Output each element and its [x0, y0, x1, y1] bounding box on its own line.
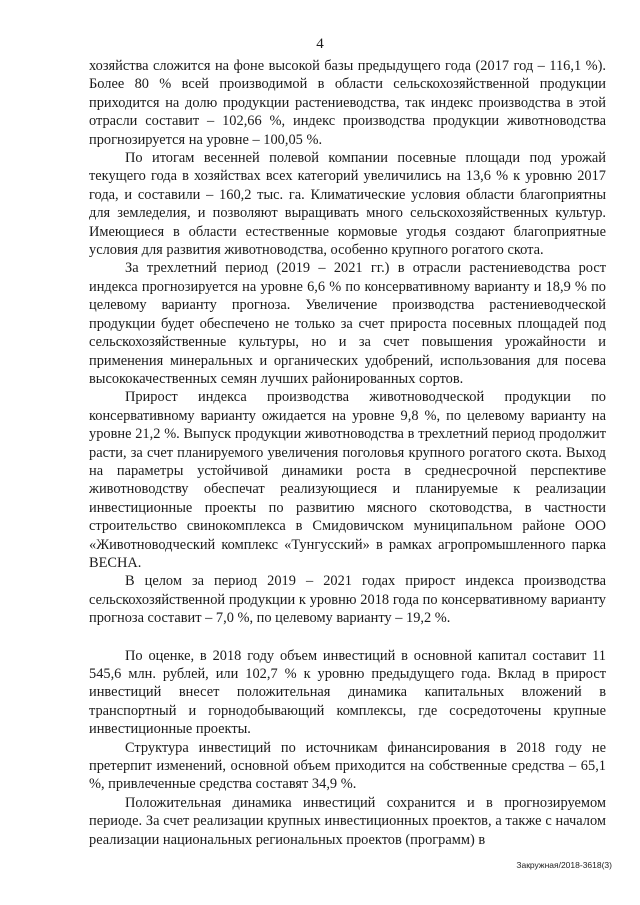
page-number: 4	[316, 36, 324, 52]
paragraph-livestock-forecast: Прирост индекса производства животноводческой продукции по консервативному варианту ожидается на уровне 9,8 %, по целевому варианту на уровне 21,2 %. Выпуск продукции животноводства в трехлетний период продолжит расти, за счет планируемого увеличения поголовья крупного рогатого скота. Выход на параметры устойчивой динамики роста в среднесрочной перспективе животноводству обеспечат реализующиеся и планируемые к реализации инвестиционные проекты по развитию мясного скотоводства, в частности строительство свинокомплекса в Смидовичском муниципальном районе ООО «Животноводческий комплекс «Тунгусский» в рамках агропромышленного парка ВЕСНА.	[89, 389, 606, 571]
paragraph-investment-estimate: По оценке, в 2018 году объем инвестиций в основной капитал составит 11 545,6 млн. рублей, или 102,7 % к уровню предыдущего года. Вклад в прирост инвестиций внесет положительная динамика капитальных вложений в транспортный и горнодобывающий комплексы, где сосредоточены крупные инвестиционные проекты.	[89, 647, 606, 738]
paragraph-investment-dynamics: Положительная динамика инвестиций сохранится и в прогнозируемом периоде. За счет реализации крупных инвестиционных проектов, а также с началом реализации национальных региональных проектов (программ) в	[89, 794, 606, 848]
paragraph-crop-forecast: За трехлетний период (2019 – 2021 гг.) в отрасли растениеводства рост индекса прогнозируется на уровне 6,6 % по консервативному варианту и 18,9 % по целевому варианту прогноза. Увеличение производства растениеводческой продукции будет обеспечено не только за счет прироста посевных площадей под сельскохозяйственные культуры, но и за счет повышения урожайности и применения минеральных и органических удобрений, использования для посева высококачественных семян лучших районированных сортов.	[89, 260, 606, 387]
paragraph-investment-structure: Структура инвестиций по источникам финансирования в 2018 году не претерпит изменений, основной объем приходится на собственные средства – 65,1 %, привлеченные средства составят 34,9 %.	[89, 739, 606, 793]
paragraph-agriculture-continuation: хозяйства сложится на фоне высокой базы предыдущего года (2017 год – 116,1 %). Более 80 % всей производимой в области сельскохозяйственной продукции приходится на долю продукции растениеводства, так индекс производства в этой отрасли составит – 102,66 %, индекс производства продукции животноводства прогнозируется на уровне – 100,05 %.	[89, 58, 606, 148]
document-body	[89, 57, 606, 849]
paragraph-agriculture-summary: В целом за период 2019 – 2021 годах прирост индекса производства сельскохозяйственной продукции к уровню 2018 года по консервативному варианту прогноза составит – 7,0 %, по целевому варианту – 19,2 %.	[89, 573, 606, 627]
document-code: Закружная/2018-3618(3)	[516, 860, 612, 870]
paragraph-sowing-areas: По итогам весенней полевой компании посевные площади под урожай текущего года в хозяйствах всех категорий увеличились на 13,6 % к уровню 2017 года, и составили – 160,2 тыс. га. Климатические условия области благоприятны для земледелия, и позволяют выращивать много сельскохозяйственных культур. Имеющиеся в области естественные кормовые угодья создают благоприятные условия для развития животноводства, особенно крупного рогатого скота.	[89, 150, 606, 259]
